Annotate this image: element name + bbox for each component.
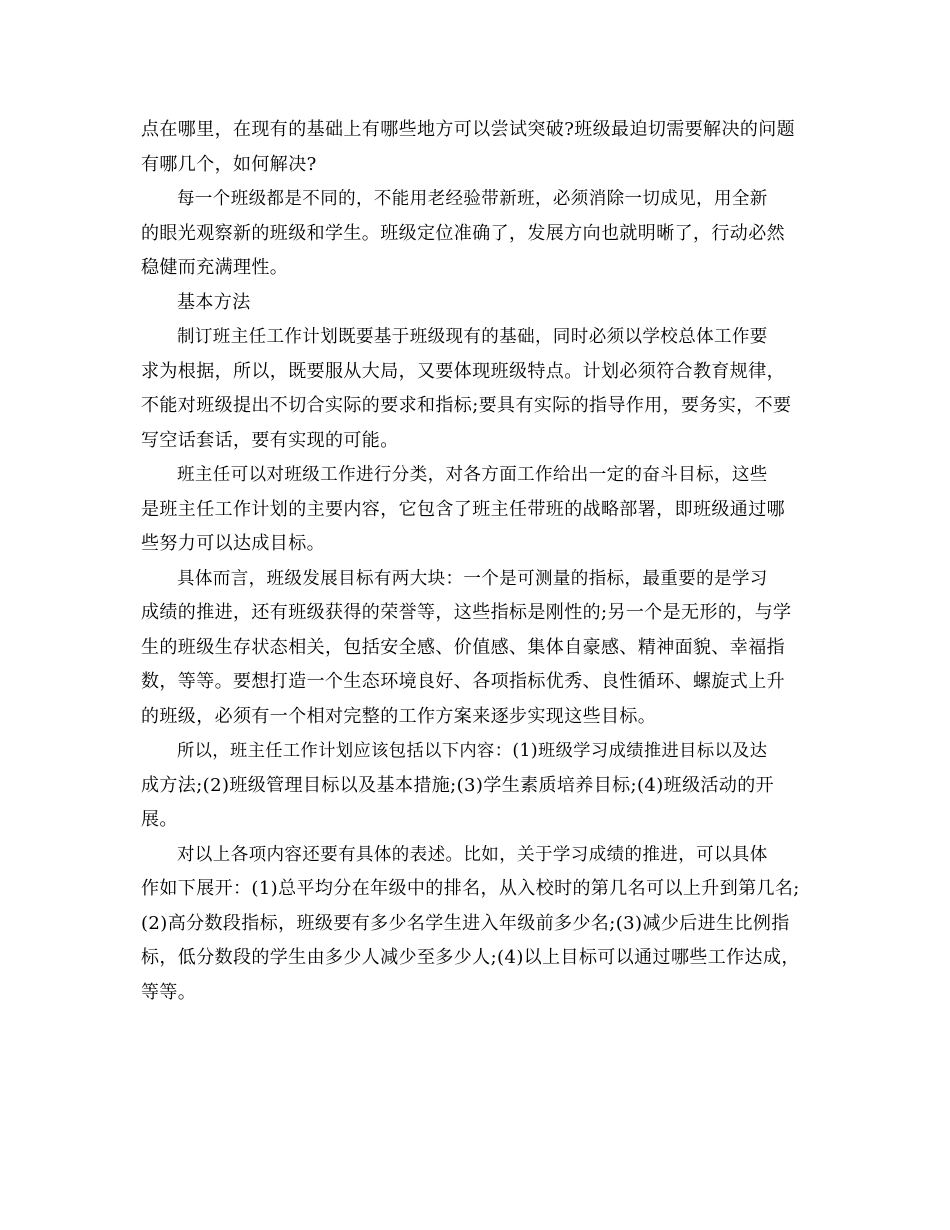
text-line: 不能对班级提出不切合实际的要求和指标;要具有实际的指导作用，要务实，不要 [141, 395, 792, 416]
text-line: 点在哪里，在现有的基础上有哪些地方可以尝试突破?班级最迫切需要解决的问题 [141, 119, 796, 140]
section-heading-text: 基本方法 [177, 291, 251, 313]
text-line: 班主任可以对班级工作进行分类，对各方面工作给出一定的奋斗目标，这些 [177, 465, 768, 485]
text-line: 展。 [141, 809, 178, 830]
paragraph-5 [141, 458, 811, 562]
text-line: 作如下展开：(1)总平均分在年级中的排名，从入校时的第几名可以上升到第几名; [141, 878, 800, 899]
text-line: 每一个班级都是不同的，不能用老经验带新班，必须消除一切成见，用全新 [177, 189, 768, 209]
text-line: 些努力可以达成目标。 [141, 533, 325, 554]
paragraph-6 [141, 562, 811, 735]
section-heading [141, 286, 811, 321]
paragraph-7 [141, 734, 811, 838]
text-line: 生的班级生存状态相关，包括安全感、价值感、集体自豪感、精神面貌、幸福指 [141, 636, 785, 658]
text-line: 成方法;(2)班级管理目标以及基本措施;(3)学生素质培养目标;(4)班级活动的开 [141, 774, 775, 796]
text-line: 写空话套话，要有实现的可能。 [141, 429, 399, 451]
text-line: 成绩的推进，还有班级获得的荣誉等，这些指标是刚性的;另一个是无形的，与学 [141, 602, 792, 623]
text-line: 是班主任工作计划的主要内容，它包含了班主任带班的战略部署，即班级通过哪 [141, 498, 785, 520]
text-line: 的眼光观察新的班级和学生。班级定位准确了，发展方向也就明晰了，行动必然 [141, 222, 785, 244]
text-line: 等等。 [141, 981, 197, 1003]
text-line: 求为根据，所以，既要服从大局，又要体现班级特点。计划必须符合教育规律， [141, 360, 785, 382]
text-line: (2)高分数段指标，班级要有多少名学生进入年级前多少名;(3)减少后进生比例指 [141, 912, 790, 934]
paragraph-8 [141, 838, 811, 1011]
text-line: 制订班主任工作计划既要基于班级现有的基础，同时必须以学校总体工作要 [177, 327, 768, 347]
text-line: 数，等等。要想打造一个生态环境良好、各项指标优秀、良性循环、螺旋式上升 [141, 671, 785, 692]
paragraph-1 [141, 113, 811, 182]
text-line: 标，低分数段的学生由多少人减少至多少人;(4)以上目标可以通过哪些工作达成， [141, 947, 800, 968]
text-line: 对以上各项内容还要有具体的表述。比如，关于学习成绩的推进，可以具体 [177, 844, 768, 865]
text-line: 所以，班主任工作计划应该包括以下内容：(1)班级学习成绩推进目标以及达 [177, 741, 768, 761]
document-body [141, 113, 811, 1010]
text-line: 具体而言，班级发展目标有两大块：一个是可测量的指标，最重要的是学习 [177, 568, 768, 589]
text-line: 的班级，必须有一个相对完整的工作方案来逐步实现这些目标。 [141, 705, 657, 727]
paragraph-4 [141, 320, 811, 458]
text-line: 稳健而充满理性。 [141, 257, 289, 278]
text-line: 有哪几个，如何解决? [141, 153, 317, 175]
paragraph-2 [141, 182, 811, 286]
